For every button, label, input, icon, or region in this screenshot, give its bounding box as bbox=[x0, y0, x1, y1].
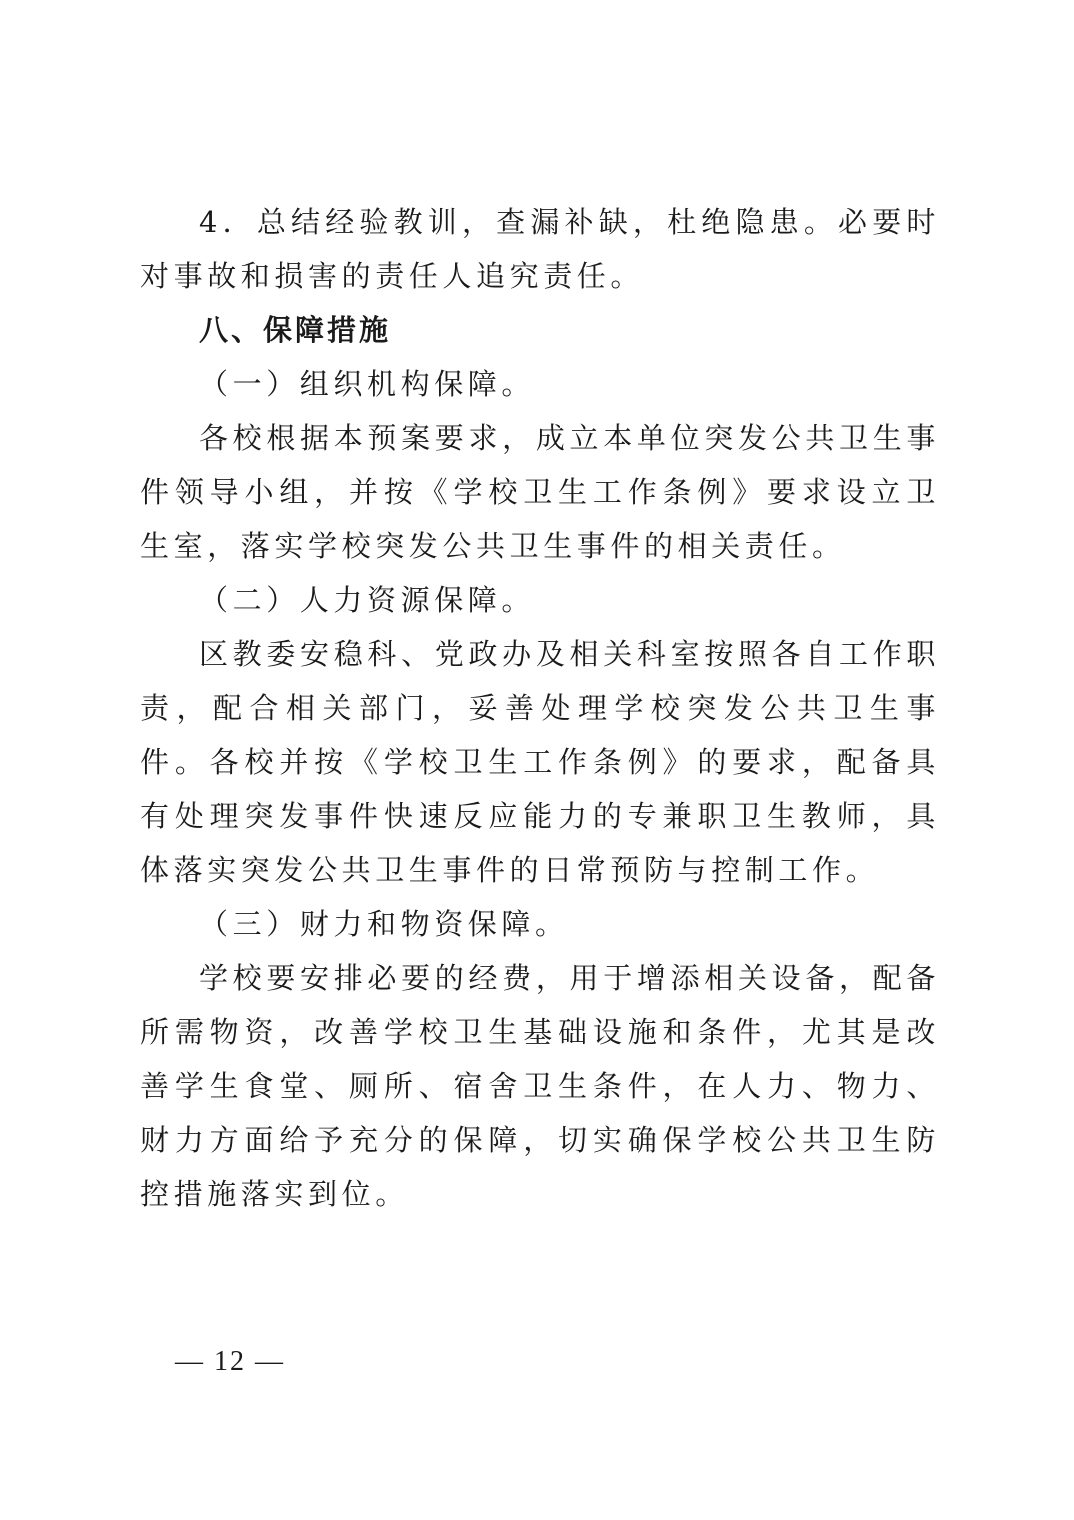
paragraph-organization: 各校根据本预案要求，成立本单位突发公共卫生事件领导小组，并按《学校卫生工作条例》要求设立卫生室，落实学校突发公共卫生事件的相关责任。 bbox=[140, 421, 940, 563]
page-number: — 12 — bbox=[175, 1346, 285, 1377]
subheading-human-resources: （二）人力资源保障。 bbox=[199, 583, 536, 617]
section-heading-safeguards: 八、保障措施 bbox=[199, 313, 392, 347]
paragraph-finance-materials: 学校要安排必要的经费，用于增添相关设备，配备所需物资，改善学校卫生基础设施和条件，尤其是改善学生食堂、厕所、宿舍卫生条件，在人力、物力、财力方面给予充分的保障，切实确保学校公共卫生防控措施落实到位。 bbox=[140, 961, 940, 1211]
subheading-finance-materials: （三）财力和物资保障。 bbox=[199, 907, 569, 941]
paragraph-human-resources: 区教委安稳科、党政办及相关科室按照各自工作职责，配合相关部门，妥善处理学校突发公共卫生事件。各校并按《学校卫生工作条例》的要求，配备具有处理突发事件快速反应能力的专兼职卫生教师，具体落实突发公共卫生事件的日常预防与控制工作。 bbox=[140, 637, 940, 887]
document-body bbox=[140, 195, 940, 1221]
subheading-organization: （一）组织机构保障。 bbox=[199, 367, 536, 401]
paragraph-lessons-learned: 4．总结经验教训，查漏补缺，杜绝隐患。必要时对事故和损害的责任人追究责任。 bbox=[140, 205, 940, 293]
